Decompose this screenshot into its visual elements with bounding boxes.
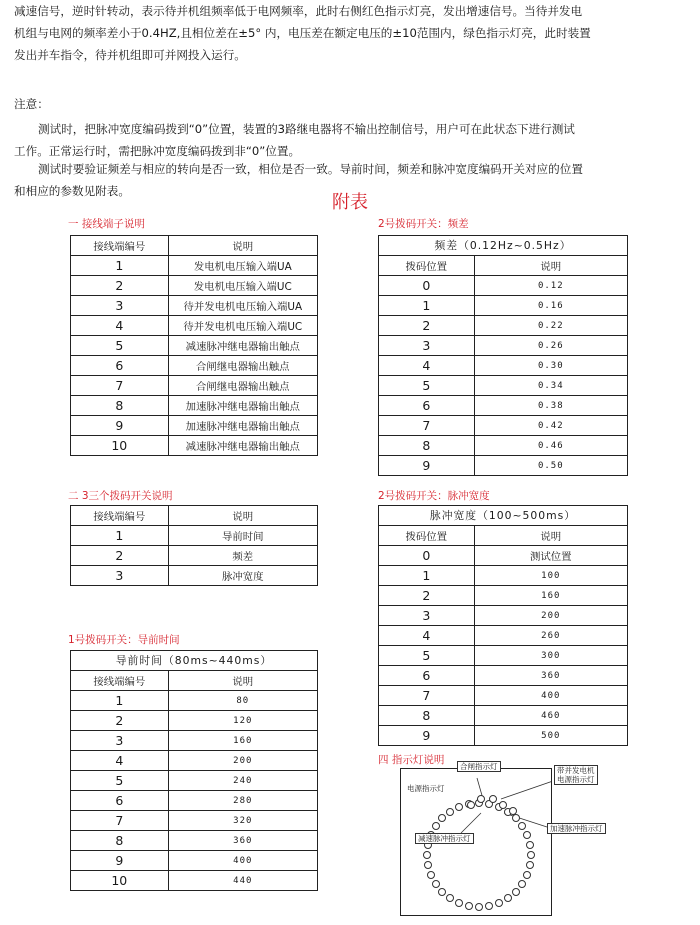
led-dot xyxy=(446,808,454,816)
table-row xyxy=(379,316,628,336)
indicators-title: 四 指示灯说明 xyxy=(378,754,445,766)
cell: 加速脉冲继电器输出触点 xyxy=(168,396,317,416)
led-dot xyxy=(455,803,463,811)
cell: 6 xyxy=(379,396,475,416)
table-row xyxy=(379,586,628,606)
header-cell: 说明 xyxy=(474,526,627,546)
cell: 1 xyxy=(71,256,169,276)
table-row xyxy=(71,356,318,376)
accel-indicator-label: 加速脉冲指示灯 xyxy=(547,823,606,834)
cell: 5 xyxy=(71,336,169,356)
table-row xyxy=(71,276,318,296)
cell: 80 xyxy=(168,691,317,711)
note-line: 和相应的参数见附表。 xyxy=(14,184,130,198)
led-dot xyxy=(423,851,431,859)
switches-table xyxy=(70,505,318,586)
table-row xyxy=(379,706,628,726)
header-cell: 拨码位置 xyxy=(379,256,475,276)
cell: 160 xyxy=(474,586,627,606)
table-caption-row xyxy=(379,236,628,256)
power-indicator-label: 电源指示灯 xyxy=(407,784,445,793)
cell: 120 xyxy=(168,711,317,731)
table-row xyxy=(379,686,628,706)
notes-label: 注意： xyxy=(14,97,49,111)
cell: 0.46 xyxy=(474,436,627,456)
table-row xyxy=(71,751,318,771)
table-row xyxy=(71,566,318,586)
indicator-led xyxy=(499,801,507,809)
cell: 0.16 xyxy=(474,296,627,316)
cell: 500 xyxy=(474,726,627,746)
close-indicator-label: 合闸指示灯 xyxy=(457,761,501,772)
cell: 1 xyxy=(71,526,169,546)
cell: 320 xyxy=(168,811,317,831)
cell: 6 xyxy=(379,666,475,686)
cell: 400 xyxy=(474,686,627,706)
indicator-led xyxy=(509,807,517,815)
table-caption: 脉冲宽度（100~500ms） xyxy=(379,506,628,526)
cell: 240 xyxy=(168,771,317,791)
led-dot xyxy=(438,888,446,896)
table-row xyxy=(379,566,628,586)
cell: 7 xyxy=(379,686,475,706)
cell: 3 xyxy=(379,606,475,626)
table-row xyxy=(71,731,318,751)
table-row xyxy=(71,546,318,566)
standby-leader-line xyxy=(501,781,551,799)
indicator-led xyxy=(489,795,497,803)
header-cell: 说明 xyxy=(168,671,317,691)
header-cell: 说明 xyxy=(474,256,627,276)
table-row xyxy=(379,416,628,436)
cell: 9 xyxy=(379,456,475,476)
decel-leader-line xyxy=(461,813,481,833)
table-row xyxy=(71,336,318,356)
table-row xyxy=(71,791,318,811)
cell: 减速脉冲继电器输出触点 xyxy=(168,436,317,456)
led-dot xyxy=(465,902,473,910)
table-row xyxy=(379,336,628,356)
table-header-row xyxy=(71,671,318,691)
cell: 100 xyxy=(474,566,627,586)
cell: 7 xyxy=(71,811,169,831)
cell: 300 xyxy=(474,646,627,666)
cell: 400 xyxy=(168,851,317,871)
cell: 3 xyxy=(71,731,169,751)
table-row xyxy=(379,456,628,476)
freq-diff-table xyxy=(378,235,628,476)
table-caption: 频差（0.12Hz~0.5Hz） xyxy=(379,236,628,256)
cell: 10 xyxy=(71,871,169,891)
cell: 0 xyxy=(379,276,475,296)
table-caption-row xyxy=(71,651,318,671)
table-row xyxy=(379,606,628,626)
cell: 脉冲宽度 xyxy=(168,566,317,586)
table-header-row xyxy=(379,526,628,546)
table-row xyxy=(71,691,318,711)
header-cell: 接线端编号 xyxy=(71,236,169,256)
led-dot xyxy=(432,822,440,830)
appendix-title: 附表 xyxy=(332,192,368,213)
cell: 8 xyxy=(71,396,169,416)
table-row xyxy=(379,666,628,686)
table-row xyxy=(71,296,318,316)
cell: 0.22 xyxy=(474,316,627,336)
note-line: 测试时，把脉冲宽度编码拨到“0”位置，装置的3路继电器将不输出控制信号，用户可在此状态下进行测试 xyxy=(38,122,575,136)
cell: 合闸继电器输出触点 xyxy=(168,356,317,376)
table-row xyxy=(379,646,628,666)
header-cell: 接线端编号 xyxy=(71,671,169,691)
table-row xyxy=(71,831,318,851)
switches-title: 二 3三个拨码开关说明 xyxy=(68,490,173,502)
cell: 460 xyxy=(474,706,627,726)
table-header-row xyxy=(379,256,628,276)
cell: 7 xyxy=(71,376,169,396)
cell: 8 xyxy=(71,831,169,851)
terminals-title: 一 接线端子说明 xyxy=(68,218,145,230)
table-row xyxy=(379,376,628,396)
pulse-width-table xyxy=(378,505,628,746)
led-dot xyxy=(495,899,503,907)
cell: 2 xyxy=(71,276,169,296)
note-line: 工作。正常运行时，需把脉冲宽度编码拨到非“0”位置。 xyxy=(14,144,301,158)
decel-indicator-label: 减速脉冲指示灯 xyxy=(415,833,474,844)
cell: 440 xyxy=(168,871,317,891)
led-dot xyxy=(475,903,483,911)
header-cell: 拨码位置 xyxy=(379,526,475,546)
cell: 5 xyxy=(379,646,475,666)
cell: 1 xyxy=(379,566,475,586)
led-dot xyxy=(427,871,435,879)
table-row xyxy=(379,396,628,416)
table-row xyxy=(71,526,318,546)
lead-time-title: 1号拨码开关：导前时间 xyxy=(68,634,180,646)
led-dot xyxy=(512,888,520,896)
terminals-table xyxy=(70,235,318,456)
table-row xyxy=(71,711,318,731)
cell: 测试位置 xyxy=(474,546,627,566)
table-caption-row xyxy=(379,506,628,526)
table-row xyxy=(379,436,628,456)
cell: 10 xyxy=(71,436,169,456)
notes-paragraph-1 xyxy=(14,118,686,162)
standby-label-line: 带并发电机 xyxy=(557,766,595,775)
cell: 0.12 xyxy=(474,276,627,296)
cell: 9 xyxy=(379,726,475,746)
cell: 3 xyxy=(379,336,475,356)
led-dot xyxy=(527,851,535,859)
table-row xyxy=(71,416,318,436)
freq-diff-title: 2号拨码开关：频差 xyxy=(378,218,469,230)
note-line: 测试时要验证频差与相应的转向是否一致，相位是否一致。导前时间，频差和脉冲宽度编码开关对应的位置 xyxy=(38,162,583,176)
cell: 260 xyxy=(474,626,627,646)
cell: 发电机电压输入端UC xyxy=(168,276,317,296)
table-row xyxy=(71,436,318,456)
cell: 6 xyxy=(71,791,169,811)
table-row xyxy=(379,626,628,646)
intro-paragraph xyxy=(14,0,686,66)
table-row xyxy=(71,871,318,891)
cell: 8 xyxy=(379,436,475,456)
cell: 合闸继电器输出触点 xyxy=(168,376,317,396)
table-row xyxy=(71,256,318,276)
cell: 待并发电机电压输入端UA xyxy=(168,296,317,316)
cell: 频差 xyxy=(168,546,317,566)
cell: 待并发电机电压输入端UC xyxy=(168,316,317,336)
cell: 发电机电压输入端UA xyxy=(168,256,317,276)
cell: 8 xyxy=(379,706,475,726)
cell: 0.34 xyxy=(474,376,627,396)
cell: 减速脉冲继电器输出触点 xyxy=(168,336,317,356)
table-row xyxy=(71,396,318,416)
led-dot xyxy=(523,871,531,879)
header-cell: 说明 xyxy=(168,236,317,256)
cell: 0.26 xyxy=(474,336,627,356)
cell: 2 xyxy=(71,711,169,731)
table-row xyxy=(379,356,628,376)
cell: 2 xyxy=(379,316,475,336)
cell: 9 xyxy=(71,416,169,436)
pulse-width-title: 2号拨码开关：脉冲宽度 xyxy=(378,490,490,502)
cell: 0 xyxy=(379,546,475,566)
cell: 加速脉冲继电器输出触点 xyxy=(168,416,317,436)
cell: 导前时间 xyxy=(168,526,317,546)
intro-line: 机组与电网的频率差小于0.4HZ,且相位差在±5° 内，电压差在额定电压的±10范围内，绿色指示灯亮，此时装置 xyxy=(14,26,591,40)
cell: 4 xyxy=(379,626,475,646)
cell: 2 xyxy=(379,586,475,606)
indicator-led xyxy=(477,795,485,803)
led-dot xyxy=(512,814,520,822)
cell: 0.30 xyxy=(474,356,627,376)
cell: 4 xyxy=(379,356,475,376)
cell: 160 xyxy=(168,731,317,751)
header-cell: 接线端编号 xyxy=(71,506,169,526)
cell: 0.50 xyxy=(474,456,627,476)
cell: 1 xyxy=(379,296,475,316)
cell: 5 xyxy=(71,771,169,791)
cell: 200 xyxy=(168,751,317,771)
table-header-row xyxy=(71,506,318,526)
cell: 6 xyxy=(71,356,169,376)
indicator-panel-diagram xyxy=(400,762,603,916)
intro-line: 发出并车指令，待并机组即可并网投入运行。 xyxy=(14,48,246,62)
lead-time-table xyxy=(70,650,318,891)
table-row xyxy=(379,296,628,316)
cell: 4 xyxy=(71,751,169,771)
table-row xyxy=(71,376,318,396)
table-row xyxy=(379,726,628,746)
table-row xyxy=(379,276,628,296)
cell: 280 xyxy=(168,791,317,811)
table-row xyxy=(71,316,318,336)
led-dot xyxy=(526,841,534,849)
table-row xyxy=(379,546,628,566)
standby-label-line: 电源指示灯 xyxy=(557,775,595,784)
cell: 360 xyxy=(474,666,627,686)
cell: 9 xyxy=(71,851,169,871)
table-row xyxy=(71,811,318,831)
standby-indicator-label xyxy=(554,765,598,785)
cell: 3 xyxy=(71,566,169,586)
intro-line: 减速信号，逆时针转动，表示待并机组频率低于电网频率，此时右侧红色指示灯亮，发出增速信号。当待并发电 xyxy=(14,4,583,18)
indicator-led xyxy=(467,801,475,809)
cell: 200 xyxy=(474,606,627,626)
led-dot xyxy=(432,880,440,888)
cell: 2 xyxy=(71,546,169,566)
cell: 0.42 xyxy=(474,416,627,436)
header-cell: 说明 xyxy=(168,506,317,526)
table-row xyxy=(71,851,318,871)
cell: 4 xyxy=(71,316,169,336)
cell: 7 xyxy=(379,416,475,436)
table-caption: 导前时间（80ms~440ms） xyxy=(71,651,318,671)
cell: 360 xyxy=(168,831,317,851)
cell: 5 xyxy=(379,376,475,396)
cell: 1 xyxy=(71,691,169,711)
table-header-row xyxy=(71,236,318,256)
table-row xyxy=(71,771,318,791)
cell: 0.38 xyxy=(474,396,627,416)
cell: 3 xyxy=(71,296,169,316)
